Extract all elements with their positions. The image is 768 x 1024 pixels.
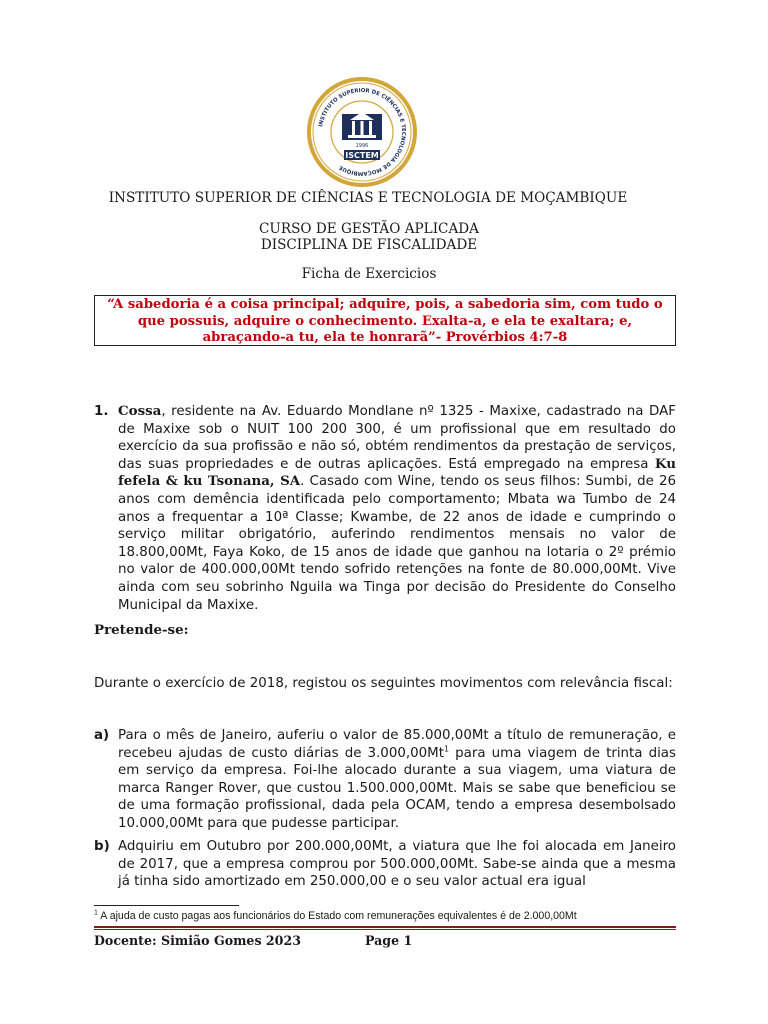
logo-abbrev: ISCTEM: [345, 151, 379, 160]
footer-teacher: Docente: Simião Gomes 2023: [94, 933, 301, 948]
item-a-text: [118, 727, 676, 833]
pretende-heading: Pretende-se:: [94, 622, 189, 638]
footer-rule-thin: [94, 929, 676, 930]
item-a-label: a): [94, 728, 110, 743]
discipline-title: DISCIPLINA DE FISCALIDADE: [260, 237, 478, 253]
person-name: Cossa: [118, 403, 162, 419]
footnote-ref[interactable]: 1: [443, 744, 450, 754]
item-b: [94, 838, 676, 891]
exercise-1-text-a: , residente na Av. Eduardo Mondlane nº 1325 - Maxixe, cadastrado na DAF de Maxixe sob o NUIT 100 200 300, é um profissional que em resultado do exercício da sua profissão e não só, obtém rendimentos da prestação de serviços, das suas propriedades e de outras aplicações. Está empregado na empresa: [118, 404, 676, 472]
isctem-logo: [306, 76, 418, 188]
exercise-1-text-b: . Casado com Wine, tendo os seus filhos: Sumbi, de 26 anos com demência identificada pelo comportamento; Mbata wa Tumbo de 24 anos a frequentar a 10ª Classe; Kwambe, de 22 anos de idade e cumprindo o serviço militar obrigatório, auferindo rendimentos mensais no valor de 18.800,00Mt, Faya Koko, de 15 anos de idade que ganhou na lotaria o 2º prémio no valor de 400.000,00Mt tendo sofrido retenções na fonte de 80.000,00Mt. Vive ainda com seu sobrinho Nguila wa Tinga por decisão do Presidente do Conselho Municipal da Maxixe.: [118, 474, 676, 613]
item-a: [94, 727, 676, 833]
item-a-text-2: para uma viagem de trinta dias em serviço da empresa. Foi-lhe alocado durante a sua viagem, uma viatura de marca Ranger Rover, que custou 1.500.000,00Mt. Mais se sabe que beneficiou se de uma formação profissional, dada pela OCAM, tendo a empresa desembolsado 10.000,00Mt para que pudesse participar.: [118, 745, 676, 831]
footer-rule: [94, 926, 676, 928]
item-b-label: b): [94, 839, 110, 854]
footnote-text: A ajuda de custo pagas aos funcionários do Estado com remunerações equivalentes é de 2.000,00Mt: [97, 910, 577, 922]
item-a-text-1: Para o mês de Janeiro, auferiu o valor de 85.000,00Mt a título de remuneração, e recebeu ajudas de custo diárias de 3.000,00Mt: [118, 728, 676, 761]
company-name: Ku fefela & ku Tsonana, SA: [118, 455, 676, 490]
quote-text: “A sabedoria é a coisa principal; adquire, pois, a sabedoria sim, com tudo o que possuis, adquire o conhecimento. Exalta-a, e ela te exaltara; e, abraçando-a tu, ela te honrarã”- Provérbios 4:7-8: [107, 297, 663, 345]
logo-ring-text: INSTITUTO SUPERIOR DE CIÊNCIAS E TECNOLOGIA DE MOÇAMBIQUE: [318, 87, 407, 177]
exercise-1-text: [118, 403, 676, 614]
quote-box: [94, 295, 676, 346]
footnote-mark: 1: [94, 909, 98, 917]
item-b-text: Adquiriu em Outubro por 200.000,00Mt, a viatura que lhe foi alocada em Janeiro de 2017, que a empresa comprou por 500.000,00Mt. Sabe-se ainda que a mesma já tinha sido amortizado em 250.000,00 e o seu valor actual era igual: [118, 839, 676, 890]
footnote: [94, 910, 694, 922]
institution-title: INSTITUTO SUPERIOR DE CIÊNCIAS E TECNOLOGIA DE MOÇAMBIQUE: [108, 190, 628, 206]
logo-year: 1996: [355, 143, 369, 149]
footer-page-number: Page 1: [365, 933, 413, 948]
exercise-number: 1.: [94, 404, 109, 419]
footnote-separator: [94, 905, 239, 906]
exercise-1: [94, 403, 676, 614]
course-title: CURSO DE GESTÃO APLICADA: [258, 221, 479, 237]
intro-paragraph: Durante o exercício de 2018, registou os seguintes movimentos com relevância fiscal:: [94, 676, 673, 691]
sheet-title: Ficha de Exercicios: [301, 266, 437, 282]
